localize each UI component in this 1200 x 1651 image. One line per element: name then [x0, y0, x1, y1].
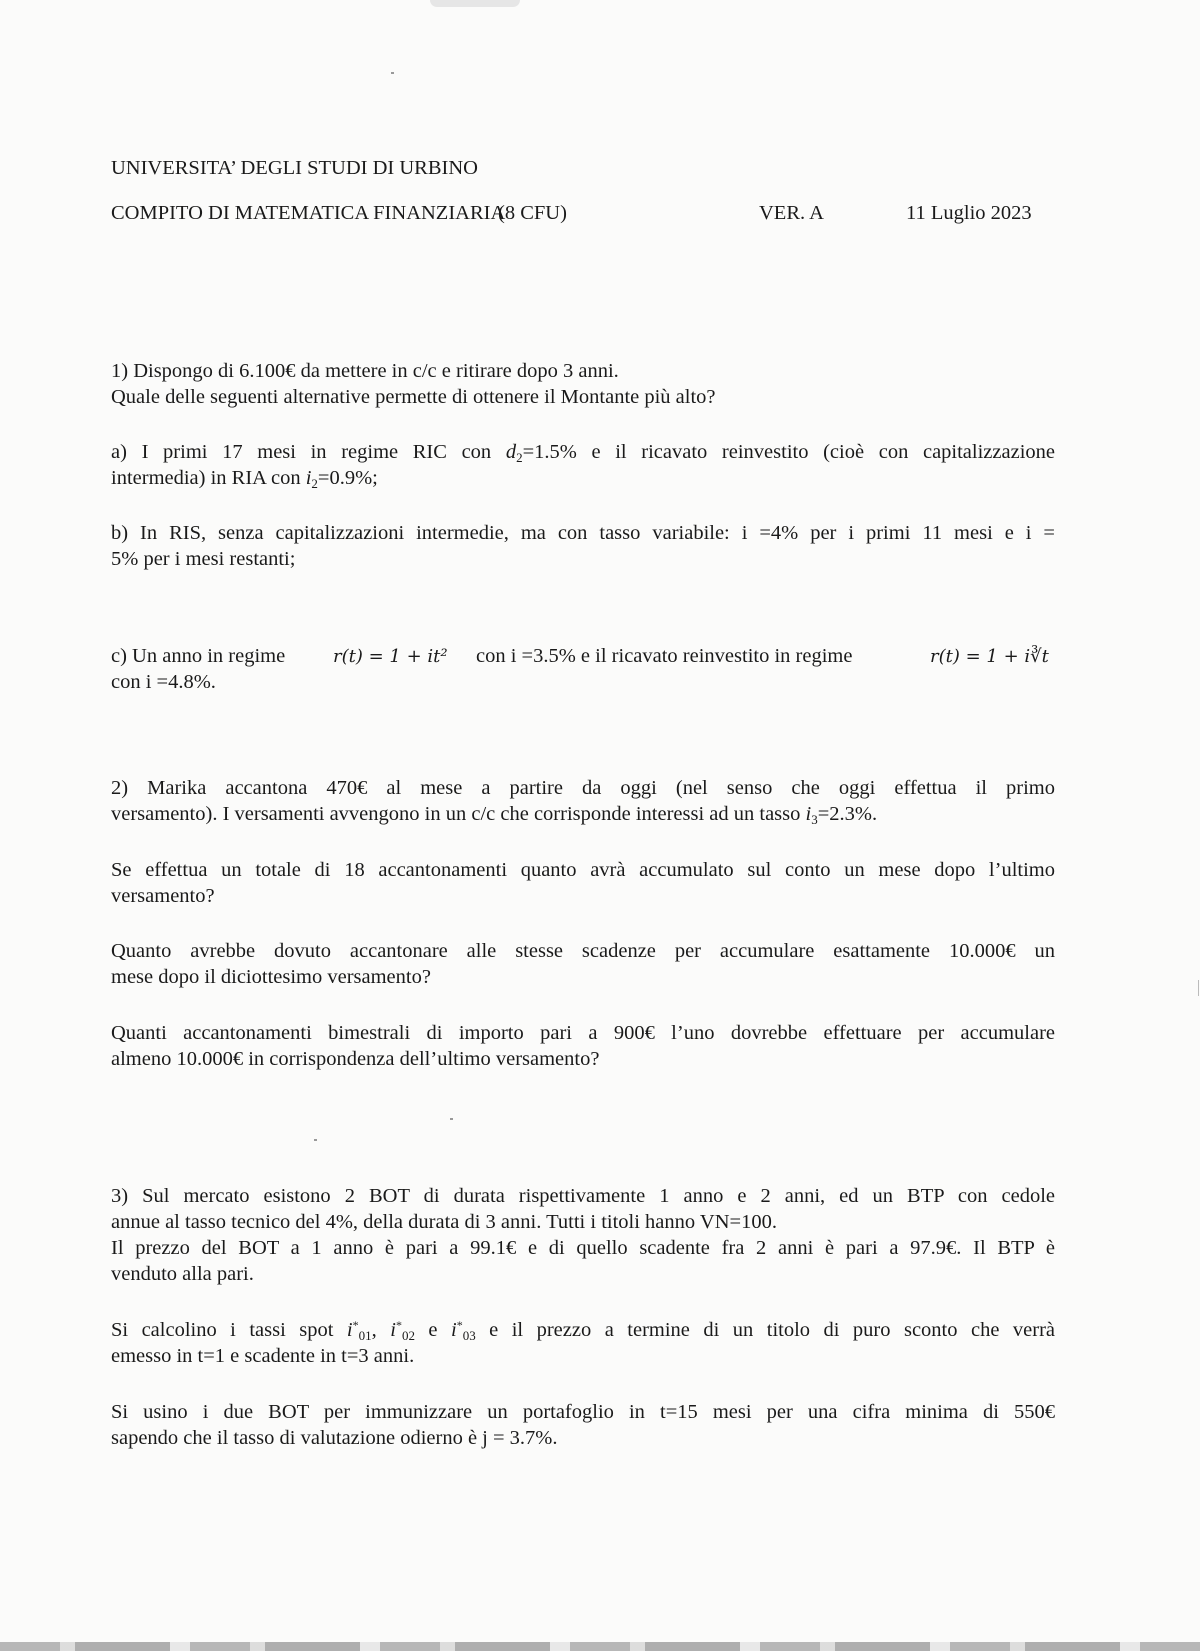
q3-p1-line2: annue al tasso tecnico del 4%, della durata di 3 anni. Tutti i titoli hanno VN=100.	[111, 1211, 777, 1233]
q3-p1-line1: 3) Sul mercato esistono 2 BOT di durata rispettivamente 1 anno e 2 anni, ed un BTP con cedole	[111, 1185, 1055, 1207]
q1-formula-1: r(t) = 1 + it²	[333, 646, 448, 667]
q3-p1-line3: Il prezzo del BOT a 1 anno è pari a 99.1€ e di quello scadente fra 2 anni è pari a 97.9€. Il BTP è	[111, 1237, 1055, 1259]
q2-p4-line2: almeno 10.000€ in corrispondenza dell’ultimo versamento?	[111, 1048, 600, 1070]
q1-intro-line1: 1) Dispongo di 6.100€ da mettere in c/c e ritirare dopo 3 anni.	[111, 360, 619, 382]
scan-smudge	[430, 0, 520, 7]
q2-p1-line2: versamento). I versamenti avvengono in un c/c che corrisponde interessi ad un tasso $i_3=2.3\%$.	[111, 803, 878, 827]
q3-p2-line2: emesso in t=1 e scadente in t=3 anni.	[111, 1345, 415, 1367]
exam-date: 11 Luglio 2023	[906, 202, 1032, 224]
scan-dot	[391, 72, 394, 74]
q3-p1-line4: venduto alla pari.	[111, 1263, 254, 1285]
q1-option-a-line2: intermedia) in RIA con $i_2=0.9\%$;	[111, 467, 378, 491]
q1-option-a-line1: a) I primi 17 mesi in regime RIC con $d_2=1.5\%$ e il ricavato reinvestito (cioè con capitalizzazione	[111, 441, 1055, 465]
q3-p3-line1: Si usino i due BOT per immunizzare un portafoglio in t=15 mesi per una cifra minima di 550€	[111, 1401, 1055, 1423]
q3-p2-line1: Si calcolino i tassi spot $i^*_{01}$, $i^*_{02}$ e $i^*_{03}$ e il prezzo a termine di un titolo di puro sconto che verrà	[111, 1318, 1055, 1343]
q1-option-b-line1: b) In RIS, senza capitalizzazioni intermedie, ma con tasso variabile: i =4% per i primi 11 mesi e i =	[111, 522, 1055, 544]
scan-dot	[314, 1139, 317, 1141]
q1-option-c-lead: c) Un anno in regime	[111, 645, 286, 667]
university-name: UNIVERSITA’ DEGLI STUDI DI URBINO	[111, 157, 478, 179]
scan-dot	[450, 1118, 453, 1120]
q2-p2-line1: Se effettua un totale di 18 accantonamenti quanto avrà accumulato sul conto un mese dopo l’ultimo	[111, 859, 1055, 881]
q1-formula-2: r(t) = 1 + i∛t	[930, 646, 1049, 667]
q1-option-b-line2: 5% per i mesi restanti;	[111, 548, 296, 570]
q1-intro-line2: Quale delle seguenti alternative permette di ottenere il Montante più alto?	[111, 386, 716, 408]
q1-option-c-mid: con i =3.5% e il ricavato reinvestito in regime	[476, 645, 853, 667]
q1-option-c-line2: con i =4.8%.	[111, 671, 216, 693]
scan-mark	[1198, 980, 1199, 996]
scan-bottom-edge	[0, 1642, 1200, 1651]
q3-p3-line2: sapendo che il tasso di valutazione odierno è j = 3.7%.	[111, 1427, 558, 1449]
q2-p3-line1: Quanto avrebbe dovuto accantonare alle stesse scadenze per accumulare esattamente 10.000€ un	[111, 940, 1055, 962]
q2-p1-line1: 2) Marika accantona 470€ al mese a partire da oggi (nel senso che oggi effettua il primo	[111, 777, 1055, 799]
exam-title: COMPITO DI MATEMATICA FINANZIARIA	[111, 202, 506, 224]
q2-p2-line2: versamento?	[111, 885, 215, 907]
q2-p4-line1: Quanti accantonamenti bimestrali di importo pari a 900€ l’uno dovrebbe effettuare per accumulare	[111, 1022, 1055, 1044]
exam-credits: (8 CFU)	[498, 202, 567, 224]
q2-p3-line2: mese dopo il diciottesimo versamento?	[111, 966, 431, 988]
exam-version: VER. A	[759, 202, 824, 224]
